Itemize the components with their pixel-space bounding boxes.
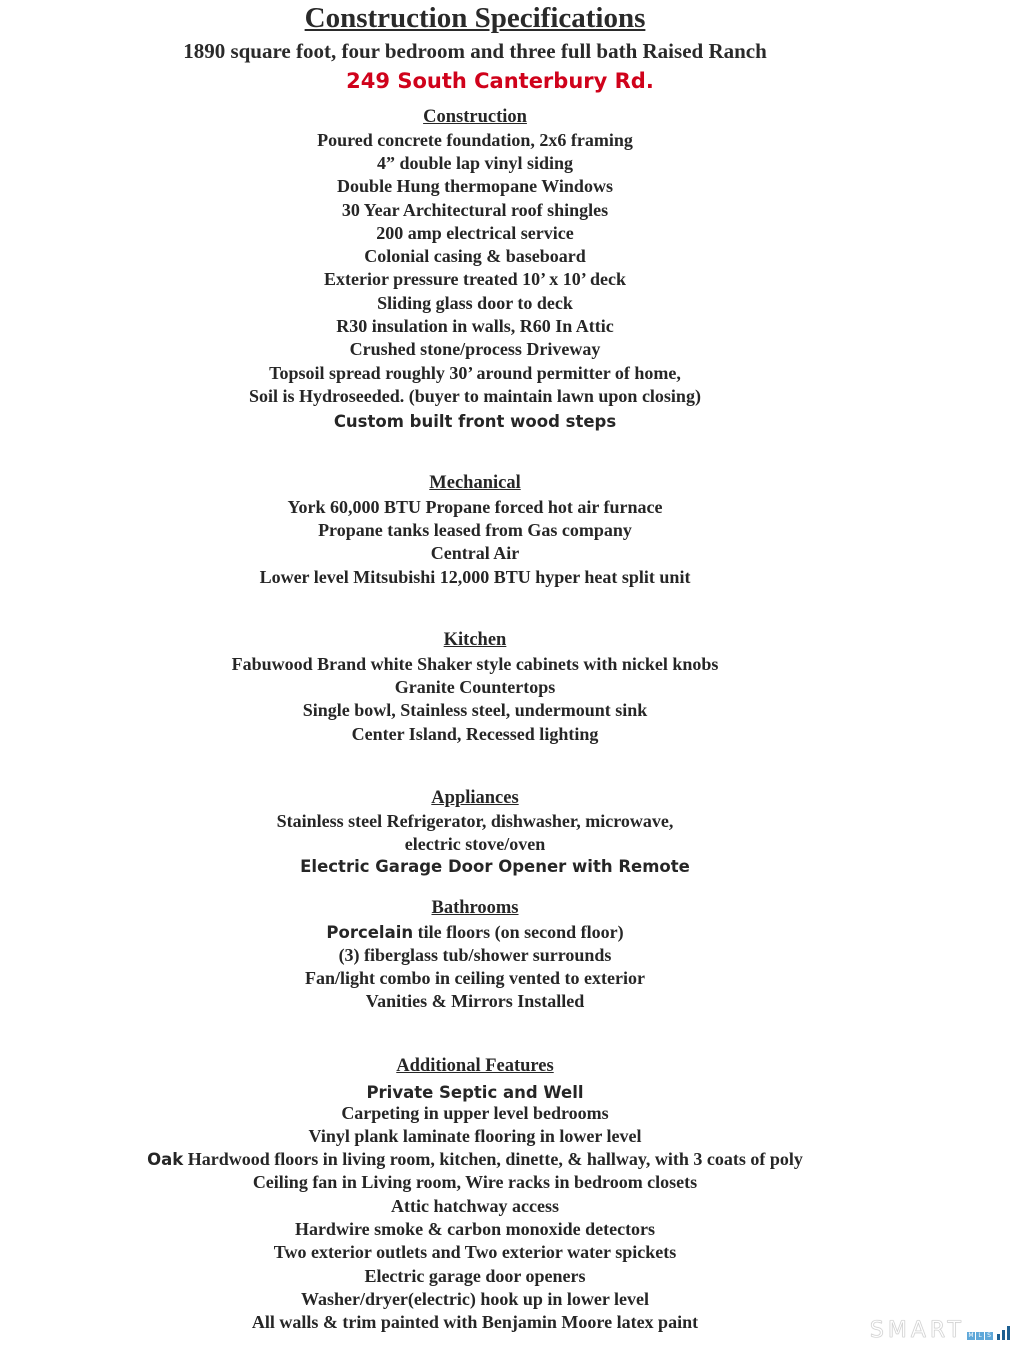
construction-line: Custom built front wood steps [333, 412, 617, 431]
additional-line: Hardwire smoke & carbon monoxide detectors [294, 1219, 656, 1239]
bathrooms-line: Vanities & Mirrors Installed [365, 991, 585, 1011]
construction-line: Colonial casing & baseboard [364, 246, 586, 266]
kitchen-line: Fabuwood Brand white Shaker style cabinets with nickel knobs [231, 654, 719, 674]
additional-line: Ceiling fan in Living room, Wire racks in bedroom closets [252, 1172, 698, 1192]
section-heading-construction: Construction [423, 107, 527, 127]
kitchen-line: Granite Countertops [394, 677, 556, 697]
construction-line: 30 Year Architectural roof shingles [341, 200, 609, 220]
page-title: Construction Specifications [304, 2, 646, 34]
section-heading-kitchen: Kitchen [443, 630, 507, 650]
bathrooms-line: (3) fiberglass tub/shower surrounds [338, 945, 612, 965]
mechanical-line: Propane tanks leased from Gas company [318, 520, 632, 540]
watermark-mls: M L S [967, 1332, 993, 1340]
additional-line: Attic hatchway access [391, 1196, 559, 1216]
section-heading-appliances: Appliances [431, 788, 519, 808]
bathrooms-line [0, 921, 950, 944]
construction-line: Poured concrete foundation, 2x6 framing [317, 130, 633, 150]
additional-line: Private Septic and Well [366, 1083, 584, 1102]
additional-line: Electric garage door openers [364, 1266, 586, 1286]
construction-line: Exterior pressure treated 10’ x 10’ deck [324, 269, 626, 289]
additional-line: Carpeting in upper level bedrooms [341, 1103, 609, 1123]
construction-line: Double Hung thermopane Windows [337, 176, 613, 196]
additional-line [0, 1148, 950, 1171]
appliances-line: Electric Garage Door Opener with Remote [300, 857, 690, 876]
construction-line: 200 amp electrical service [376, 223, 574, 243]
construction-line: Topsoil spread roughly 30’ around permitter of home, [269, 363, 681, 383]
section-heading-bathrooms: Bathrooms [431, 898, 519, 918]
additional-line: Vinyl plank laminate flooring in lower level [308, 1126, 642, 1146]
additional-line: Two exterior outlets and Two exterior water spickets [273, 1242, 677, 1262]
mechanical-line: Lower level Mitsubishi 12,000 BTU hyper heat split unit [259, 567, 691, 587]
kitchen-line: Center Island, Recessed lighting [351, 724, 599, 744]
additional-line: All walls & trim painted with Benjamin Moore latex paint [251, 1312, 699, 1332]
watermark-text: SMART [869, 1318, 965, 1343]
mechanical-line: York 60,000 BTU Propane forced hot air furnace [287, 497, 663, 517]
construction-line: 4” double lap vinyl siding [376, 153, 574, 173]
smartmls-watermark [870, 1318, 1010, 1343]
construction-line: Sliding glass door to deck [377, 293, 573, 313]
appliances-line: electric stove/oven [404, 834, 546, 854]
watermark-bars-icon [997, 1326, 1010, 1340]
construction-line: Soil is Hydroseeded. (buyer to maintain lawn upon closing) [249, 386, 701, 406]
construction-line: Crushed stone/process Driveway [349, 339, 601, 359]
additional-line-rest: Hardwood floors in living room, kitchen, dinette, & hallway, with 3 coats of poly [183, 1149, 803, 1169]
page-subtitle: 1890 square foot, four bedroom and three full bath Raised Ranch [183, 39, 767, 63]
bathrooms-line: Fan/light combo in ceiling vented to exterior [305, 968, 645, 988]
section-heading-mechanical: Mechanical [429, 473, 521, 493]
mechanical-line: Central Air [430, 543, 520, 563]
section-heading-additional: Additional Features [396, 1056, 554, 1076]
bathrooms-line-rest: tile floors (on second floor) [413, 922, 624, 942]
bathrooms-line-lead: Porcelain [326, 923, 414, 942]
additional-line-lead: Oak [147, 1150, 184, 1169]
property-address: 249 South Canterbury Rd. [346, 69, 654, 93]
kitchen-line: Single bowl, Stainless steel, undermount sink [302, 700, 648, 720]
appliances-line: Stainless steel Refrigerator, dishwasher, microwave, [276, 811, 674, 831]
additional-line: Washer/dryer(electric) hook up in lower level [300, 1289, 650, 1309]
construction-line: R30 insulation in walls, R60 In Attic [336, 316, 614, 336]
